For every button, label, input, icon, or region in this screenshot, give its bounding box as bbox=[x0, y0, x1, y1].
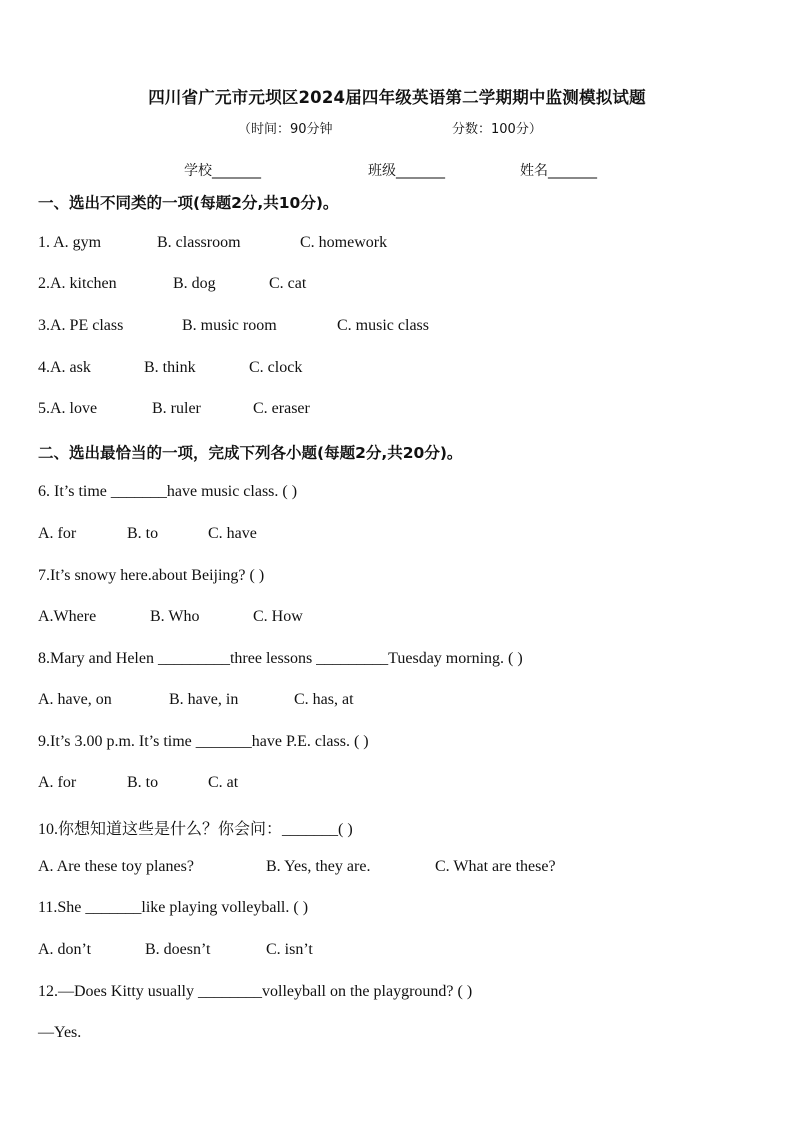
exam-title: 四川省广元市元坝区2024届四年级英语第二学期期中监测模拟试题 bbox=[148, 88, 646, 107]
score-info: 分数：100分） bbox=[452, 122, 542, 137]
question-11-stem: 11.She _______like playing volleyball. ( ) bbox=[38, 899, 309, 916]
option-a: A. for bbox=[38, 774, 77, 791]
question-7-stem: 7.It’s snowy here.about Beijing? ( ) bbox=[38, 567, 265, 584]
option-a: 5.A. love bbox=[38, 400, 98, 417]
option-a: A.Where bbox=[38, 608, 97, 625]
option-a: A. have, on bbox=[38, 691, 112, 708]
option-b: B. classroom bbox=[157, 234, 241, 251]
section1-heading: 一、选出不同类的一项(每题2分,共10分)。 bbox=[38, 194, 339, 212]
school-field: 学校_______ bbox=[184, 163, 261, 179]
option-a: A. don’t bbox=[38, 941, 92, 958]
option-b: B. to bbox=[127, 774, 159, 791]
name-field: 姓名_______ bbox=[520, 163, 597, 179]
option-c: C. has, at bbox=[294, 691, 354, 708]
option-a: 1. A. gym bbox=[38, 234, 102, 251]
option-b: B. ruler bbox=[152, 400, 201, 417]
option-b: B. dog bbox=[173, 275, 216, 292]
option-c: C. homework bbox=[300, 234, 388, 251]
option-a: 3.A. PE class bbox=[38, 317, 124, 334]
option-c: C. How bbox=[253, 608, 303, 625]
option-b: B. to bbox=[127, 525, 159, 542]
option-b: B. think bbox=[144, 359, 196, 376]
option-a: 2.A. kitchen bbox=[38, 275, 117, 292]
question-9-stem: 9.It’s 3.00 p.m. It’s time _______have P.E. class. ( ) bbox=[38, 733, 369, 750]
option-c: C. music class bbox=[337, 317, 429, 334]
question-8-stem: 8.Mary and Helen _________three lessons _________Tuesday morning. ( ) bbox=[38, 650, 523, 667]
option-c: C. eraser bbox=[253, 400, 310, 417]
option-c: C. have bbox=[208, 525, 257, 542]
time-info: （时间：90分钟 bbox=[238, 122, 333, 137]
option-c: C. isn’t bbox=[266, 941, 313, 958]
question-6-stem: 6. It’s time _______have music class. ( ) bbox=[38, 483, 298, 500]
question-10-stem: 10.你想知道这些是什么？你会问：_______( ) bbox=[38, 821, 353, 838]
option-b: B. Who bbox=[150, 608, 200, 625]
option-b: B. have, in bbox=[169, 691, 239, 708]
option-a: A. Are these toy planes? bbox=[38, 858, 194, 875]
question-12-stem: 12.—Does Kitty usually ________volleyball on the playground? ( ) bbox=[38, 983, 473, 1000]
option-b: B. Yes, they are. bbox=[266, 858, 371, 875]
question-12-answer: —Yes. bbox=[38, 1024, 82, 1041]
option-b: B. music room bbox=[182, 317, 277, 334]
option-c: C. What are these? bbox=[435, 858, 556, 875]
section2-heading: 二、选出最恰当的一项，完成下列各小题(每题2分,共20分)。 bbox=[38, 444, 463, 462]
class-field: 班级_______ bbox=[368, 163, 445, 179]
option-c: C. cat bbox=[269, 275, 307, 292]
option-c: C. at bbox=[208, 774, 239, 791]
option-a: A. for bbox=[38, 525, 77, 542]
option-b: B. doesn’t bbox=[145, 941, 211, 958]
option-a: 4.A. ask bbox=[38, 359, 91, 376]
option-c: C. clock bbox=[249, 359, 303, 376]
